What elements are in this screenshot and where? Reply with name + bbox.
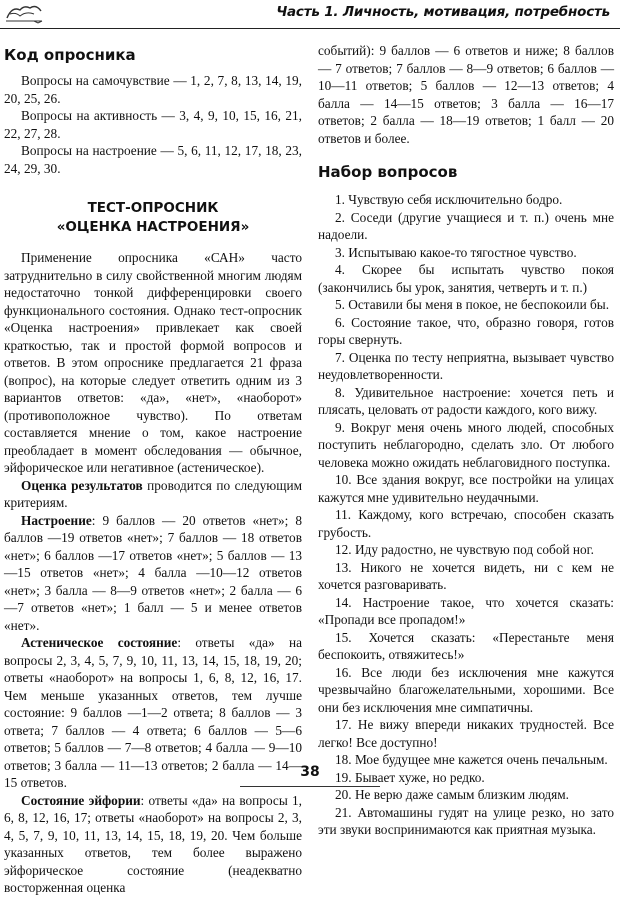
question-item: 4. Скорее бы испытать чувство покоя (закончились бы урок, занятия, четверть и т. п.) [318, 262, 614, 295]
test-title-line-1: ТЕСТ-ОПРОСНИК [87, 200, 219, 216]
asthenic-text: : ответы «да» на вопросы 2, 3, 4, 5, 7, 9, 10, 11, 13, 14, 15, 18, 19, 20; ответы «наоборот» на вопросы 1, 6, 8, 12, 16, 17. Чем меньше указанных ответов, тем лучше состояние: 9 баллов —1—2 ответа; 8 баллов — 3 ответа; 7 баллов — 4 ответа; 6 баллов — 5—6 ответов; 5 баллов — 7—8 ответов; 4 балла — 9—10 ответов; 3 балла — 11—13 ответов; 2 балла — 14—15 ответов. [4, 635, 302, 790]
evaluation-paragraph [4, 477, 302, 512]
test-title [4, 199, 302, 237]
code-line: Вопросы на самочувствие — 1, 2, 7, 8, 13, 14, 19, 20, 25, 26. [4, 73, 302, 106]
euphoria-text: : ответы «да» на вопросы 1, 6, 8, 12, 16, 17; ответы «наоборот» на вопросы 2, 3, 4, 5, 7, 9, 10, 11, 13, 14, 15, 18, 19, 20. Чем больше указанных ответов, тем более выражено эйфорическое состояние (неадекватно восторженная оценка [4, 792, 302, 895]
evaluation-label: Оценка результатов [21, 477, 143, 493]
intro-paragraph: Применение опросника «САН» часто затруднительно в силу свойственной многим людям недостаточно тонкой дифференцировки своего функционального состояния. Однако тест-опросник «Оценка настроения» привлекает как своей краткостью, так и простой формой вопросов и ответов. В этом опроснике предлагается 21 фраза (вопрос), на которые следует ответить одним из 3 вариантов ответов: «да», «нет», «наоборот» (противоположное чувство). По ответам составляется мнение о том, какое настроение преобладает в момент обследования — обычное, эйфорическое или негативное (астеническое). [4, 250, 302, 475]
continuation-paragraph: событий): 9 баллов — 6 ответов и ниже; 8 баллов — 7 ответов; 7 баллов — 8—9 ответов; 6 баллов — 10—11 ответов; 5 баллов — 12—13 ответов; 4 балла — 14—15 ответов; 3 балла — 16—17 ответов; 2 балла — 18—19 ответов; 1 балл — 20 ответов и более. [318, 43, 614, 146]
question-item: 14. Настроение такое, что хочется сказать: «Пропади все пропадом!» [318, 594, 614, 627]
evaluation-text: проводится по следующим критериям. [4, 477, 302, 510]
question-item: 1. Чувствую себя исключительно бодро. [335, 192, 563, 207]
question-item: 6. Состояние такое, что, образно говоря, готов горы свернуть. [318, 314, 614, 347]
question-item: 16. Все люди без исключения мне кажутся чрезвычайно благожелательными, хорошими. Все они без исключения мне симпатичны. [318, 664, 614, 715]
mood-text: : 9 баллов — 20 ответов «нет»; 8 баллов —19 ответов «нет»; 7 баллов — 18 ответов «нет»; 6 баллов —17 ответов «нет»; 5 баллов — 13—15 ответов «нет»; 4 балла —10—12 ответов «нет»; 3 балла — 8—9 ответов «нет»; 2 балла — 6—7 ответов «нет»; 1 балл — 5 и менее ответов «нет». [4, 512, 302, 633]
code-line: Вопросы на активность — 3, 4, 9, 10, 15, 16, 21, 22, 27, 28. [4, 108, 302, 141]
euphoria-paragraph [4, 792, 302, 897]
question-item: 11. Каждому, кого встречаю, способен сказать грубость. [318, 507, 614, 540]
mood-paragraph [4, 512, 302, 635]
code-heading: Код опросника [4, 46, 136, 64]
question-list [318, 191, 614, 839]
question-item: 17. Не вижу впереди никаких трудностей. Все легко! Все доступно! [318, 717, 614, 750]
question-item: 2. Соседи (другие учащиеся и т. п.) очень мне надоели. [318, 209, 614, 242]
right-column [318, 42, 614, 839]
question-item: 12. Иду радостно, не чувствую под собой ног. [335, 542, 594, 557]
page-number: 38 [300, 764, 320, 780]
header-title: Часть 1. Личность, мотивация, потребность [276, 4, 610, 20]
question-item: 20. Не верю даже самым близким людям. [335, 787, 570, 802]
question-item: 5. Оставили бы меня в покое, не беспокоили бы. [335, 297, 610, 312]
question-item: 13. Никого не хочется видеть, ни с кем не хочется разговаривать. [318, 559, 614, 592]
question-item: 9. Вокруг меня очень много людей, способных поступить неблагородно, сделать зло. От любого человека можно ожидать неблаговидного поступка. [318, 419, 614, 470]
test-title-line-2: «ОЦЕНКА НАСТРОЕНИЯ» [56, 219, 250, 235]
code-line: Вопросы на настроение — 5, 6, 11, 12, 17, 18, 23, 24, 29, 30. [4, 143, 302, 176]
question-item: 3. Испытываю какое-то тягостное чувство. [335, 244, 577, 260]
question-item: 7. Оценка по тесту неприятна, вызывает чувство неудовлетворенности. [318, 349, 614, 382]
question-item: 18. Мое будущее мне кажется очень печальным. [335, 752, 608, 767]
euphoria-label: Состояние эйфории [21, 792, 141, 808]
question-item: 19. Бывает хуже, но редко. [335, 769, 485, 785]
question-item: 10. Все здания вокруг, все постройки на улицах кажутся мне удивительно неудачными. [318, 472, 614, 505]
question-item: 21. Автомашины гудят на улице резко, но зато эти звуки воспринимаются как приятная музыка. [318, 804, 614, 837]
question-item: 8. Удивительное настроение: хочется петь и плясать, целовать от радости каждого, кого вижу. [318, 384, 614, 417]
mood-label: Настроение [21, 512, 92, 528]
question-item: 15. Хочется сказать: «Перестаньте меня беспокоить, отвяжитесь!» [318, 629, 614, 662]
footer-rule [240, 786, 380, 787]
asthenic-label: Астеническое состояние [21, 635, 178, 650]
questions-heading: Набор вопросов [318, 163, 458, 181]
book-logo-icon [4, 2, 44, 24]
running-header [0, 0, 620, 29]
